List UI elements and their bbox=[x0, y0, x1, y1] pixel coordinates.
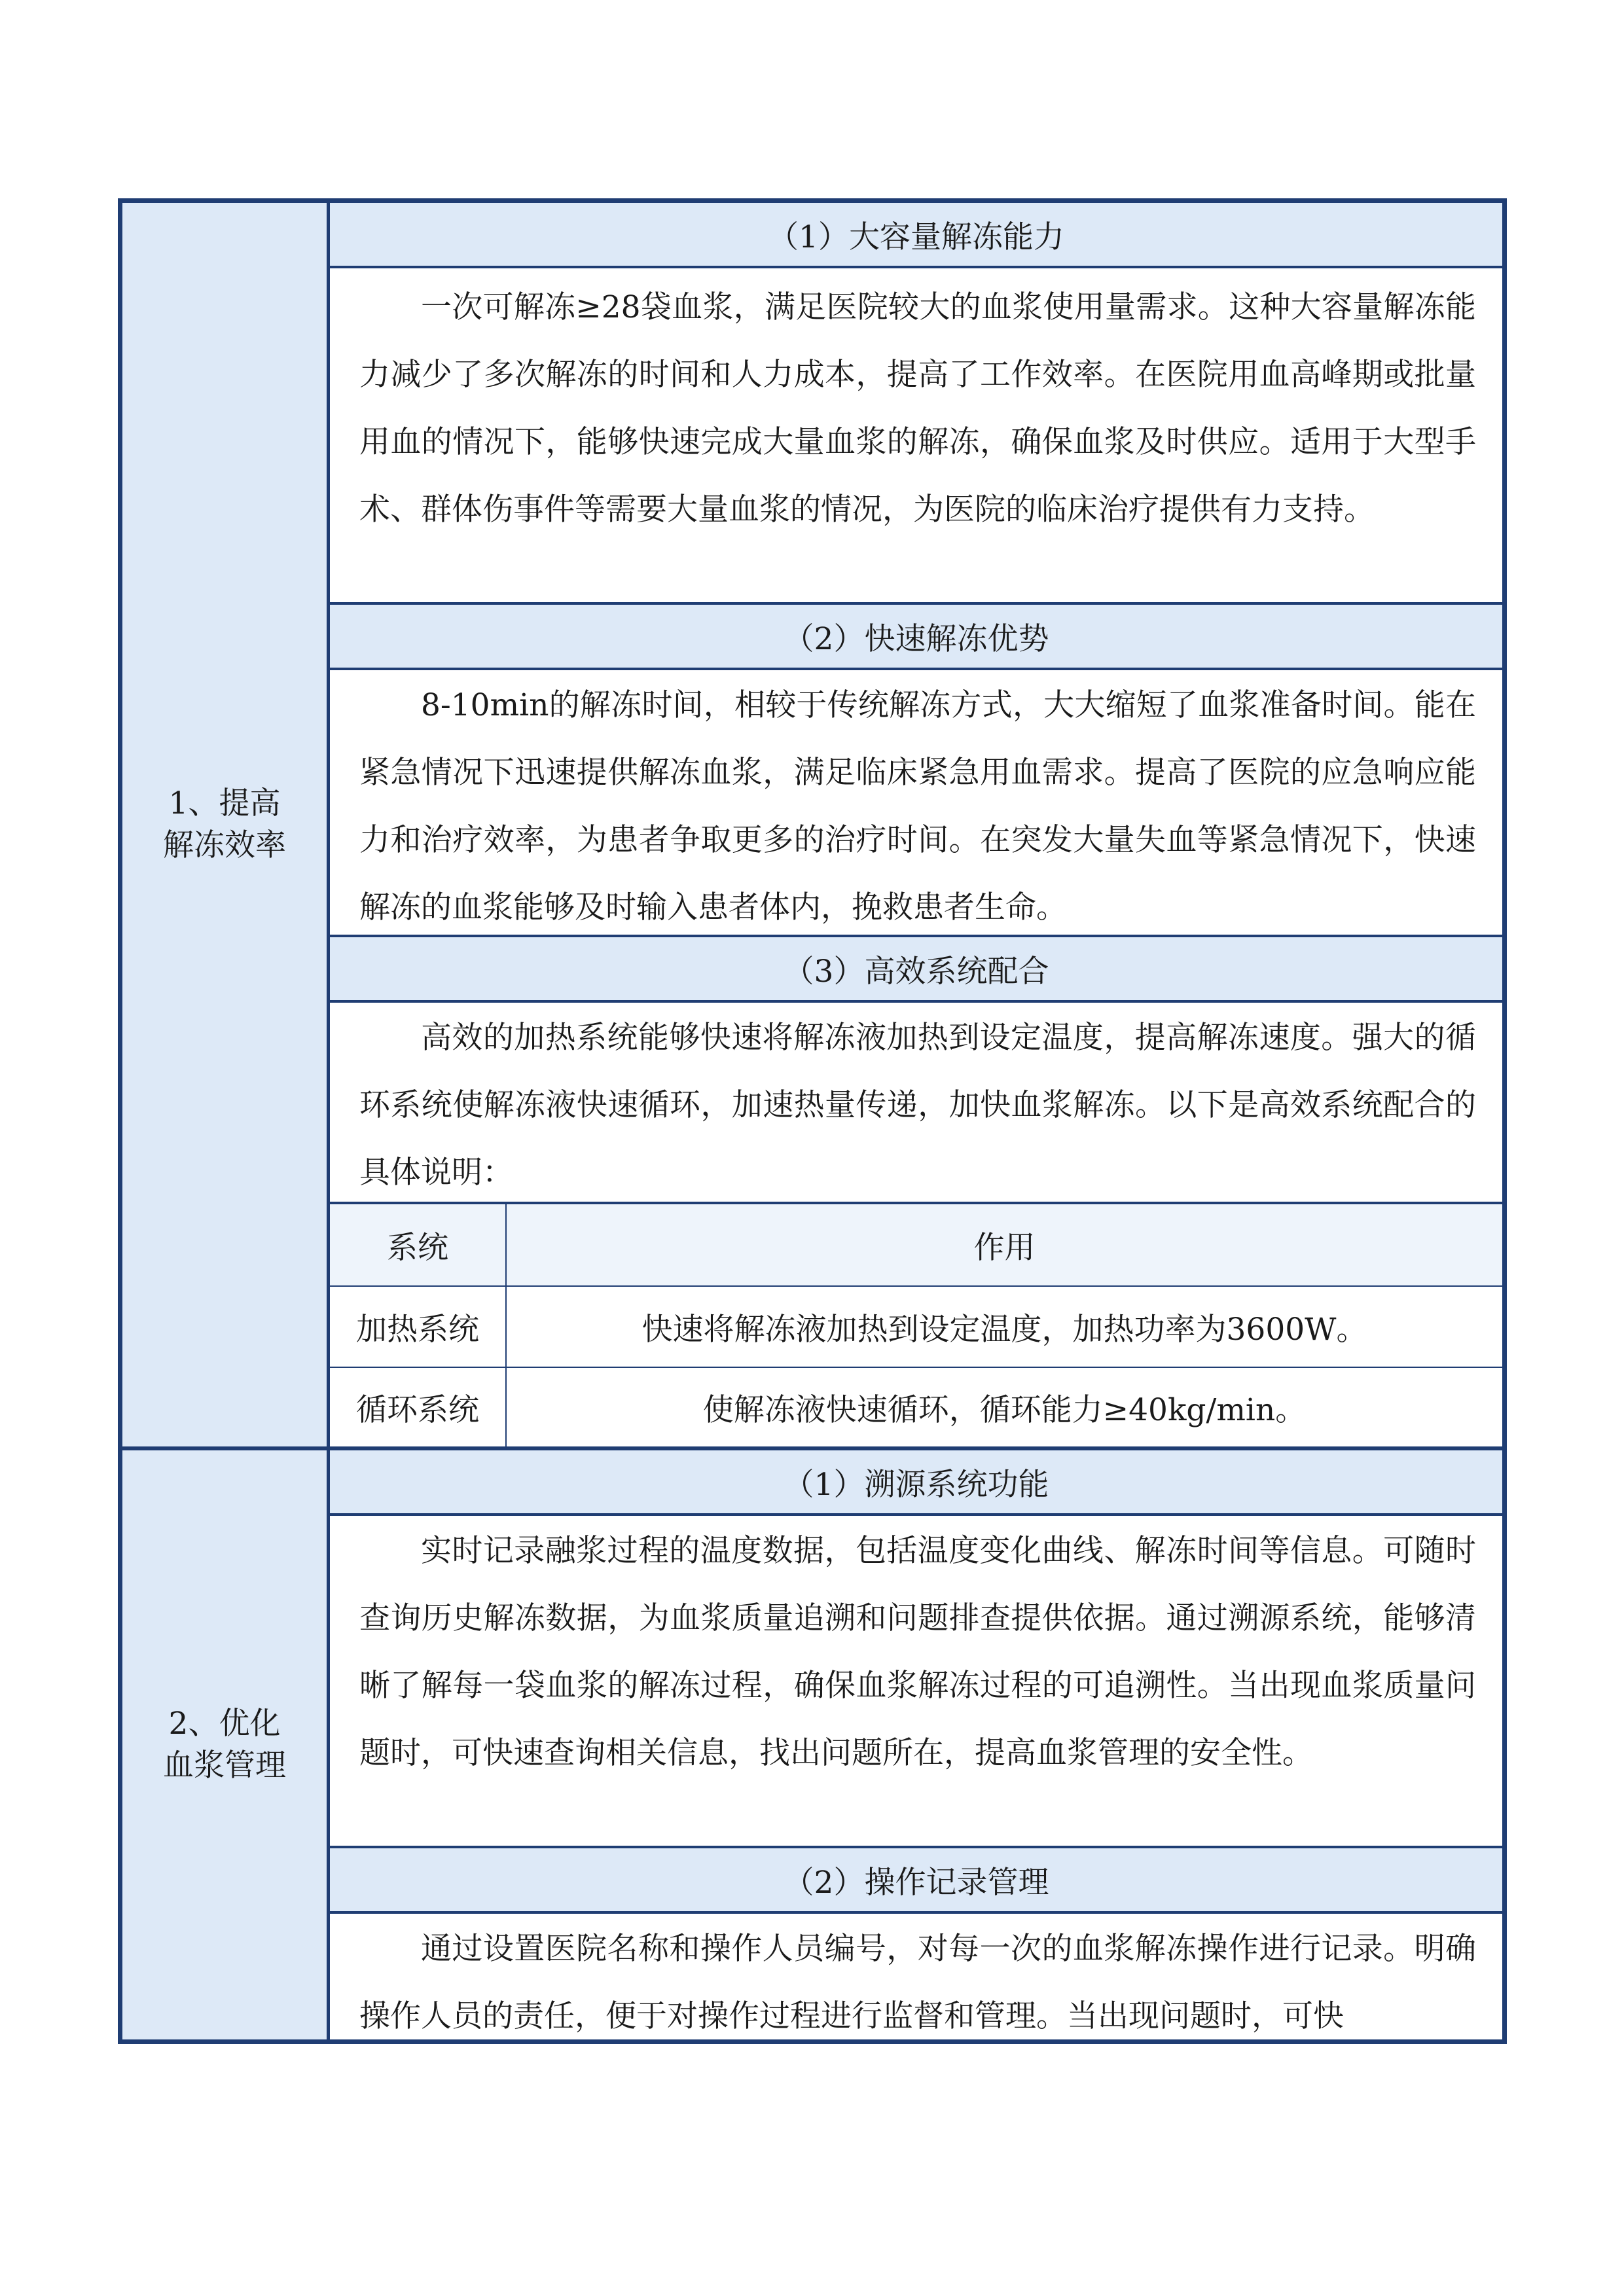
content-table bbox=[118, 198, 1507, 2044]
table-row-divider bbox=[330, 1367, 1502, 1368]
subsection-paragraph: 通过设置医院名称和操作人员编号，对每一次的血浆解冻操作进行记录。明确操作人员的责任，便于对操作过程进行监督和管理。当出现问题时，可快 bbox=[359, 1931, 1476, 2034]
system-table bbox=[330, 1204, 1502, 1446]
table-header-cell: 作用 bbox=[973, 1229, 1036, 1266]
table-header-cell: 系统 bbox=[330, 1204, 507, 1285]
table-row bbox=[330, 1368, 1502, 1446]
subsection-paragraph: 实时记录融浆过程的温度数据，包括温度变化曲线、解冻时间等信息。可随时查询历史解冻数据，为血浆质量追溯和问题排查提供依据。通过溯源系统，能够清晰了解每一袋血浆的解冻过程，确保血浆解冻过程的可追溯性。当出现血浆质量问题时，可快速查询相关信息，找出问题所在，提高血浆管理的安全性。 bbox=[359, 1533, 1476, 1771]
subsection-heading: （2）快速解冻优势 bbox=[330, 605, 1502, 670]
subsection-paragraph: 一次可解冻≥28袋血浆，满足医院较大的血浆使用量需求。这种大容量解冻能力减少了多次解冻的时间和人力成本，提高了工作效率。在医院用血高峰期或批量用血的情况下，能够快速完成大量血浆的解冻，确保血浆及时供应。适用于大型手术、群体伤事件等需要大量血浆的情况，为医院的临床治疗提供有力支持。 bbox=[359, 289, 1476, 528]
subsection-heading: （1）溯源系统功能 bbox=[330, 1450, 1502, 1516]
table-row-divider bbox=[330, 1285, 1502, 1287]
subsection-paragraph: 8-10min的解冻时间，相较于传统解冻方式，大大缩短了血浆准备时间。能在紧急情况下迅速提供解冻血浆，满足临床紧急用血需求。提高了医院的应急响应能力和治疗效率，为患者争取更多的治疗时间。在突发大量失血等紧急情况下，快速解冻的血浆能够及时输入患者体内，挽救患者生命。 bbox=[359, 687, 1476, 925]
table-cell: 快速将解冻液加热到设定温度，加热功率为3600W。 bbox=[641, 1311, 1367, 1348]
category-label: 2、优化血浆管理 bbox=[163, 1706, 286, 1784]
category-label: 1、提高解冻效率 bbox=[163, 785, 286, 863]
subsection-heading: （1）大容量解冻能力 bbox=[330, 203, 1502, 268]
category-cell-efficiency bbox=[122, 203, 330, 1446]
table-cell: 循环系统 bbox=[330, 1368, 507, 1446]
subsection-heading: （2）操作记录管理 bbox=[330, 1848, 1502, 1914]
subsection-paragraph: 高效的加热系统能够快速将解冻液加热到设定温度，提高解冻速度。强大的循环系统使解冻液快速循环，加速热量传递，加快血浆解冻。以下是高效系统配合的具体说明： bbox=[359, 1020, 1476, 1191]
table-header-row bbox=[330, 1204, 1502, 1285]
category-cell-management bbox=[122, 1450, 330, 2039]
subsection-heading: （3）高效系统配合 bbox=[330, 937, 1502, 1003]
table-cell: 使解冻液快速循环，循环能力≥40kg/min。 bbox=[702, 1391, 1307, 1428]
table-row bbox=[330, 1287, 1502, 1367]
table-cell: 加热系统 bbox=[330, 1287, 507, 1367]
